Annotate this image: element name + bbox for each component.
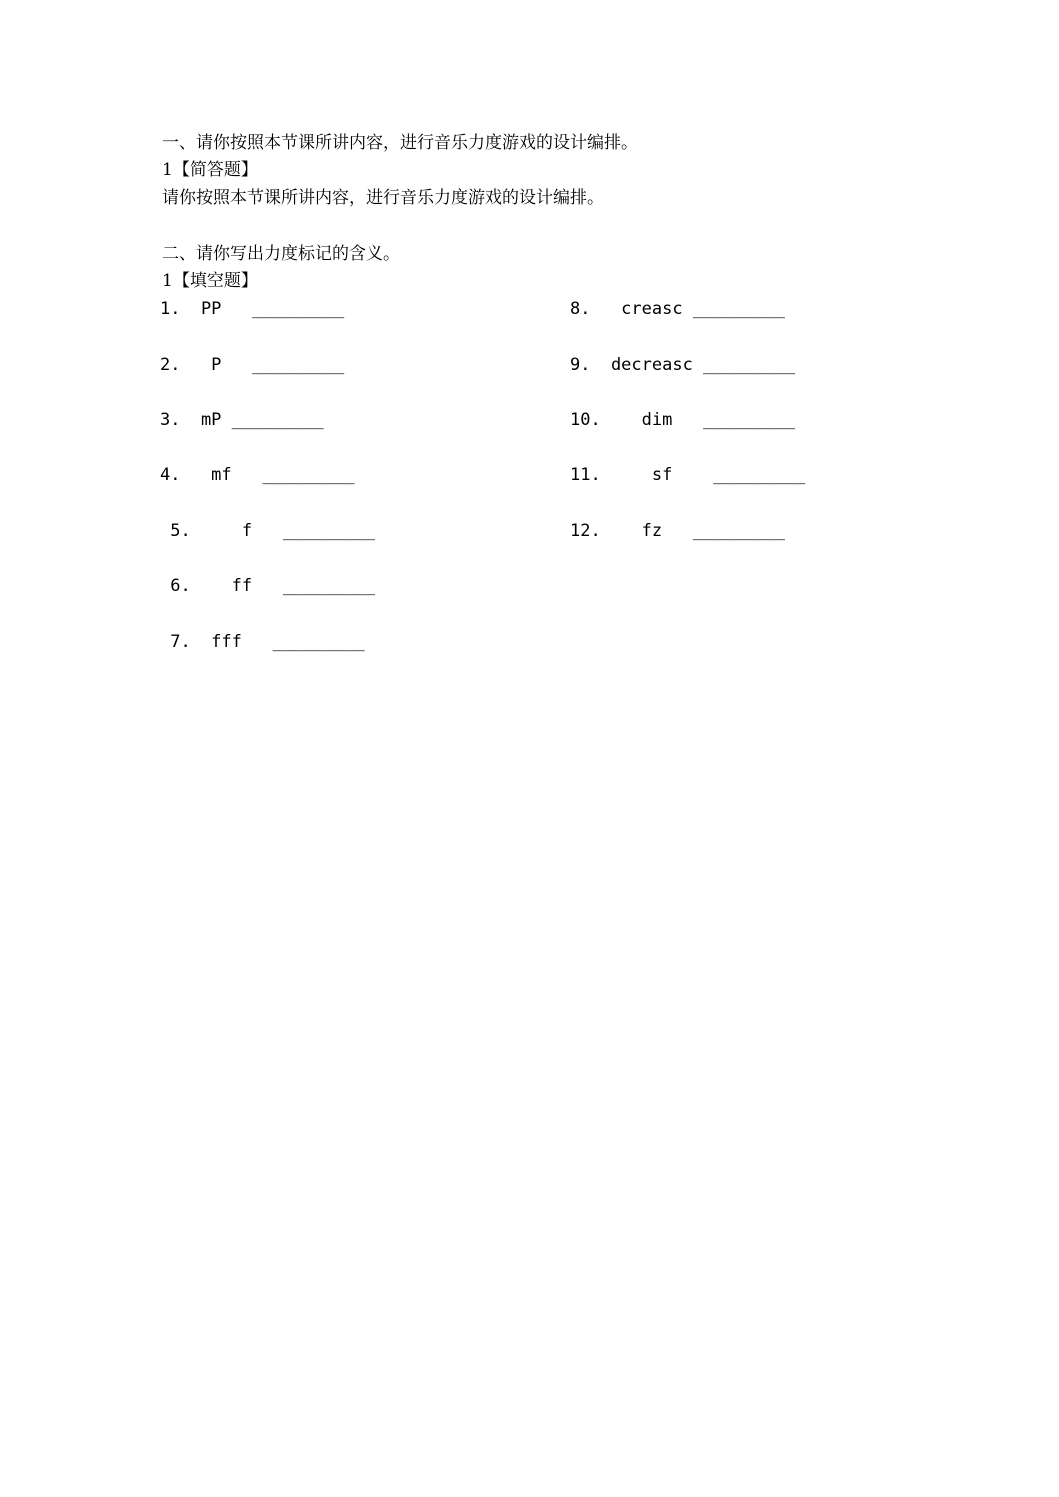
fill-item-7: 7. fff _________ — [160, 632, 365, 652]
fill-item-4: 4. mf _________ — [160, 465, 355, 485]
fill-item-11: 11. sf _________ — [570, 465, 806, 485]
fill-item-10: 10. dim _________ — [570, 410, 796, 430]
section-2-question-type: 1【填空题】 — [162, 271, 258, 291]
fill-item-8: 8. creasc _________ — [570, 299, 785, 319]
section-1-question-type: 1【简答题】 — [162, 160, 258, 180]
fill-item-3: 3. mP _________ — [160, 410, 324, 430]
fill-item-9: 9. decreasc _________ — [570, 355, 796, 375]
fill-item-1: 1. PP _________ — [160, 299, 345, 319]
fill-item-6: 6. ff _________ — [160, 576, 375, 596]
fill-item-5: 5. f _________ — [160, 521, 375, 541]
section-2-heading: 二、请你写出力度标记的含义。 — [162, 244, 400, 264]
section-1-question-text: 请你按照本节课所讲内容，进行音乐力度游戏的设计编排。 — [162, 188, 604, 208]
fill-item-12: 12. fz _________ — [570, 521, 785, 541]
fill-item-2: 2. P _________ — [160, 355, 345, 375]
section-1-heading: 一、请你按照本节课所讲内容，进行音乐力度游戏的设计编排。 — [162, 133, 638, 153]
